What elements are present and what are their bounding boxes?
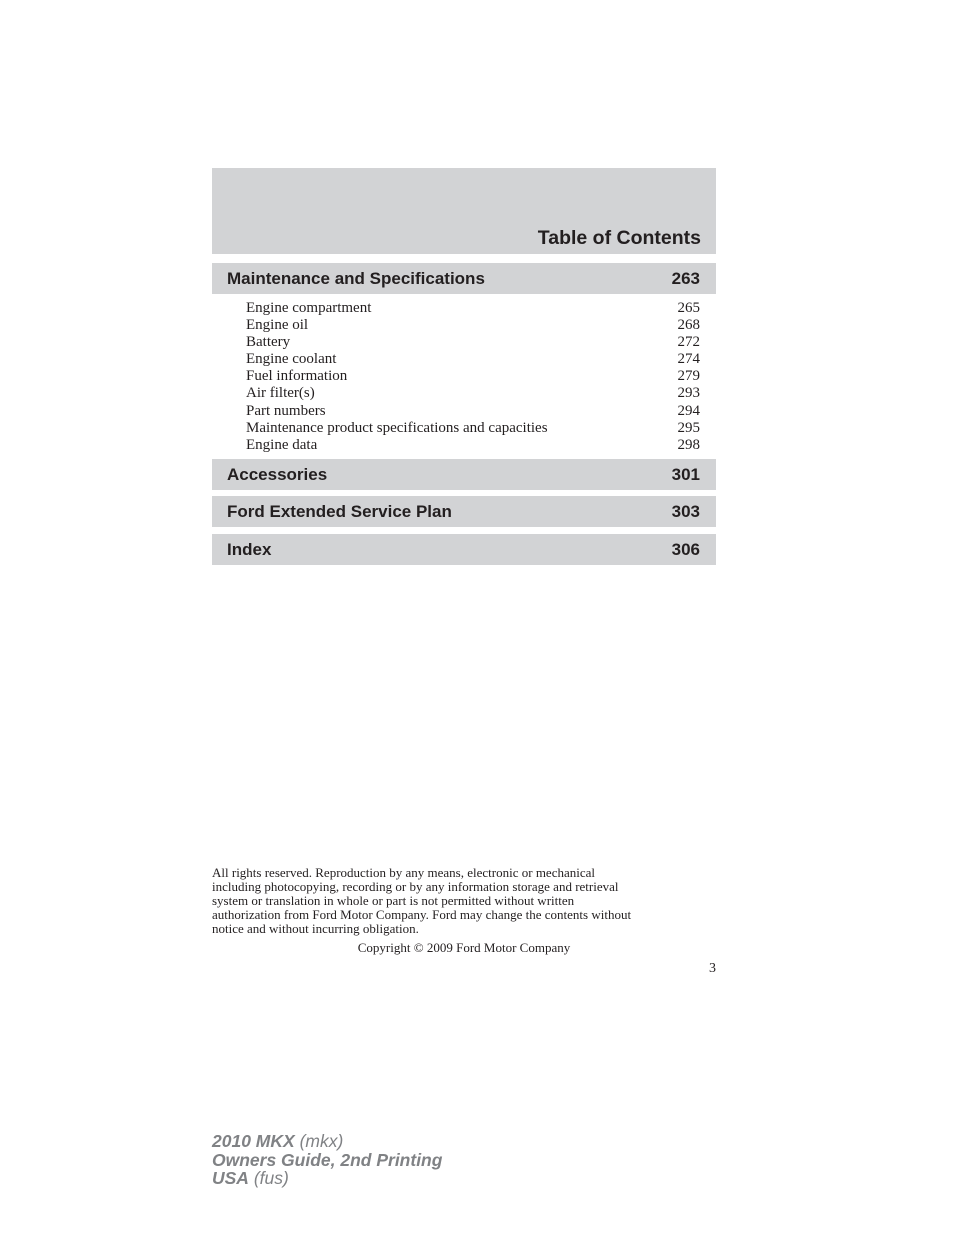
subsection-page: 298 (677, 436, 700, 453)
legal-line: notice and without incurring obligation. (212, 921, 419, 936)
subsection-page: 295 (677, 419, 700, 436)
subsection-page: 294 (677, 402, 700, 419)
toc-section-service-plan[interactable] (212, 496, 716, 527)
toc-subsection[interactable] (246, 334, 700, 351)
footer-guide-line (212, 1151, 442, 1170)
toc-section-index[interactable] (212, 534, 716, 565)
subsection-label: Battery (246, 334, 291, 351)
subsection-label: Engine coolant (246, 351, 337, 368)
subsection-page: 293 (677, 385, 700, 402)
footer-market-code: (fus) (253, 1168, 289, 1188)
subsection-page: 272 (677, 334, 700, 351)
toc-subsection[interactable] (246, 437, 700, 454)
toc-subsection[interactable] (246, 351, 700, 368)
copyright-notice: Copyright © 2009 Ford Motor Company (357, 940, 571, 955)
subsection-label: Air filter(s) (246, 385, 315, 402)
legal-line: authorization from Ford Motor Company. Ford may change the contents without (212, 907, 632, 922)
legal-notice (212, 866, 722, 936)
toc-section-maintenance[interactable] (212, 263, 716, 294)
footer-market: USA (212, 1168, 249, 1188)
footer-market-line (212, 1169, 442, 1188)
toc-subsection[interactable] (246, 368, 700, 385)
section-label: Ford Extended Service Plan (227, 502, 452, 521)
footer-model-code: (mkx) (299, 1131, 344, 1151)
subsection-label: Part numbers (246, 402, 326, 419)
section-label: Accessories (227, 465, 328, 484)
toc-section-accessories[interactable] (212, 459, 716, 490)
subsection-label: Maintenance product specifications and capacities (246, 419, 548, 436)
page-title: Table of Contents (537, 227, 701, 249)
footer-model: 2010 MKX (212, 1131, 295, 1151)
document-footer (212, 1132, 442, 1188)
section-page: 301 (671, 465, 700, 484)
toc-subsection[interactable] (246, 317, 700, 334)
section-page: 306 (671, 540, 700, 559)
section-page: 303 (671, 502, 700, 521)
subsection-label: Fuel information (246, 368, 348, 385)
subsection-page: 274 (677, 351, 700, 368)
subsection-list (246, 300, 700, 454)
footer-guide: Owners Guide, 2nd Printing (212, 1149, 443, 1170)
subsection-label: Engine data (246, 436, 318, 453)
section-label: Index (227, 540, 272, 559)
subsection-label: Engine oil (246, 317, 309, 334)
section-label: Maintenance and Specifications (227, 269, 485, 288)
page-header (212, 168, 716, 254)
toc-subsection[interactable] (246, 300, 700, 317)
footer-model-line (212, 1132, 442, 1151)
toc-subsection[interactable] (246, 385, 700, 402)
subsection-label: Engine compartment (246, 300, 372, 316)
subsection-page: 268 (677, 317, 700, 334)
subsection-page: 279 (677, 368, 700, 385)
section-page: 263 (671, 269, 700, 288)
page-number: 3 (709, 961, 716, 976)
legal-line: All rights reserved. Reproduction by any means, electronic or mechanical (212, 865, 596, 880)
toc-subsection[interactable] (246, 420, 700, 437)
toc-subsection[interactable] (246, 403, 700, 420)
legal-line: including photocopying, recording or by any information storage and retrieval (212, 879, 619, 894)
legal-line: system or translation in whole or part is not permitted without written (212, 893, 575, 908)
subsection-page: 265 (677, 300, 700, 316)
